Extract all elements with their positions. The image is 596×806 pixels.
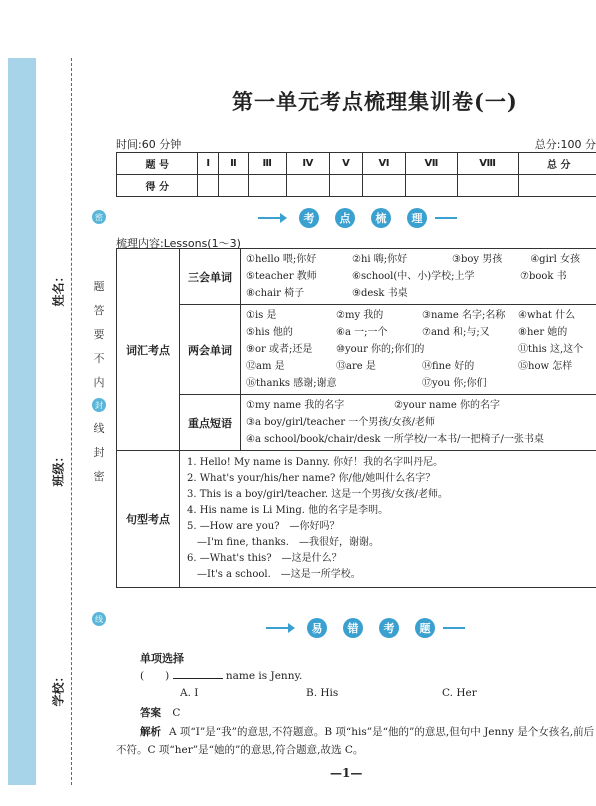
sentence-category: 句型考点	[117, 451, 180, 588]
sentence-line: 3. This is a boy/girl/teacher. 这是一个男孩/女孩/老师。	[187, 489, 449, 500]
word-item: ⑨desk 书桌	[352, 288, 408, 299]
page-title: 第一单元考点梳理集训卷(一)	[232, 89, 518, 114]
sentence-line: —I'm fine, thanks. —我很好，谢谢。	[187, 537, 379, 548]
option-a: A. I	[180, 687, 199, 699]
banner-arrow-icon	[288, 623, 295, 633]
score-header-cell: Ⅳ	[286, 153, 329, 175]
seal-dashed-line	[71, 58, 72, 785]
time-limit: 时间:60 分钟	[116, 138, 182, 151]
banner-arrow-icon	[280, 213, 287, 223]
seal-mark-feng: 封	[92, 398, 106, 412]
word-item: ⑤his 他的	[246, 327, 293, 338]
question-stem	[140, 668, 302, 683]
banner-line	[443, 627, 465, 629]
score-cell	[362, 175, 405, 197]
banner-line	[266, 627, 288, 629]
answer-paren: ( )	[140, 670, 170, 682]
score-cell	[406, 175, 458, 197]
phrase-item: ③a boy/girl/teacher 一个男孩/女孩/老师	[246, 417, 436, 428]
word-item: ②hi 嗨;你好	[352, 254, 408, 265]
seal-char: 封	[93, 446, 105, 459]
review-table	[116, 248, 596, 588]
answer-line	[140, 705, 180, 720]
answer-value: C	[172, 707, 181, 719]
class-field-label: 班级：	[51, 450, 66, 487]
seal-char: 答	[93, 304, 105, 317]
section-banner-mistakes	[266, 617, 465, 639]
word-item: ⑮how 怎样	[518, 361, 573, 372]
phrases-cell	[241, 395, 596, 451]
word-item: ②my 我的	[336, 310, 384, 321]
banner-char: 题	[415, 618, 435, 638]
word-item: ⑩your 你的;你们的	[336, 344, 425, 355]
banner-char: 考	[379, 618, 399, 638]
score-cell	[518, 175, 596, 197]
content-scope: 梳理内容:Lessons(1～3)	[116, 237, 241, 250]
seal-notice	[92, 210, 106, 626]
banner-char: 理	[407, 208, 427, 228]
word-item: ④what 什么	[518, 310, 576, 321]
score-cell	[248, 175, 286, 197]
score-header-cell: Ⅵ	[362, 153, 405, 175]
phrase-item: ④a school/book/chair/desk 一所学校/一本书/一把椅子/一张书桌	[246, 434, 544, 445]
question-section-title: 单项选择	[140, 652, 184, 665]
option-c: C. Her	[442, 687, 477, 699]
score-value-row	[117, 175, 596, 197]
score-header-cell: 题 号	[117, 153, 198, 175]
explanation-text: A 项“I”是“我”的意思,不符题意。B 项“his”是“他的”的意思,但句中 Jenny 是个女孩名,前后不符。C 项“her”是“她的”的意思,符合题意,故选 C。	[116, 726, 595, 756]
banner-line	[435, 217, 457, 219]
word-item: ⑦and 和;与;又	[422, 327, 490, 338]
seal-char: 密	[93, 470, 105, 483]
score-header-cell: Ⅱ	[219, 153, 248, 175]
word-item: ⑧her 她的	[518, 327, 568, 338]
seal-char: 题	[93, 280, 105, 293]
word-item: ⑯thanks 感谢;谢意	[246, 378, 337, 389]
score-header-cell: Ⅶ	[406, 153, 458, 175]
sentence-cell	[180, 451, 596, 588]
sentence-line: —It's a school. —这是一所学校。	[187, 569, 361, 580]
score-header-cell: 总 分	[518, 153, 596, 175]
sentence-line: 1. Hello! My name is Danny. 你好！我的名字叫丹尼。	[187, 457, 444, 468]
explanation-label: 解析	[140, 726, 161, 738]
banner-char: 错	[343, 618, 363, 638]
binding-strip	[8, 58, 36, 785]
score-header-cell: Ⅰ	[198, 153, 219, 175]
phrases-label: 重点短语	[180, 395, 241, 451]
word-item: ⑥a 一;一个	[336, 327, 388, 338]
three-words-cell	[241, 249, 596, 305]
score-cell	[198, 175, 219, 197]
score-header-cell: Ⅷ	[457, 153, 518, 175]
score-cell	[329, 175, 362, 197]
word-item: ①is 是	[246, 310, 277, 321]
score-cell	[219, 175, 248, 197]
banner-line	[258, 217, 280, 219]
score-table	[116, 152, 596, 197]
seal-mark-mi: 密	[92, 210, 106, 224]
section-banner-review	[258, 207, 457, 229]
word-item: ⑥school(中、小)学校;上学	[352, 271, 475, 282]
score-cell	[286, 175, 329, 197]
banner-char: 梳	[371, 208, 391, 228]
total-score: 总分:100 分	[534, 138, 596, 151]
word-item: ⑪this 这,这个	[518, 344, 584, 355]
sentence-line: 5. —How are you? —你好吗？	[187, 521, 340, 532]
word-item: ⑫am 是	[246, 361, 285, 372]
score-cell	[457, 175, 518, 197]
sentence-line: 2. What's your/his/her name? 你/他/她叫什么名字？	[187, 473, 436, 484]
banner-char: 考	[299, 208, 319, 228]
word-item: ⑬are 是	[336, 361, 376, 372]
three-words-label: 三会单词	[180, 249, 241, 305]
banner-char: 易	[307, 618, 327, 638]
seal-char: 线	[93, 422, 105, 435]
word-item: ⑰you 你;你们	[422, 378, 487, 389]
sentence-line: 4. His name is Li Ming. 他的名字是李明。	[187, 505, 389, 516]
word-item: ⑦book 书	[520, 271, 567, 282]
page-number: —1—	[330, 766, 363, 780]
word-item: ⑭fine 好的	[422, 361, 475, 372]
seal-mark-xian: 线	[92, 612, 106, 626]
sentence-line: 6. —What's this? —这是什么？	[187, 553, 342, 564]
score-header-row	[117, 153, 596, 175]
two-words-label: 两会单词	[180, 305, 241, 395]
word-item: ①hello 喂;你好	[246, 254, 317, 265]
word-item: ③name 名字;名称	[422, 310, 506, 321]
word-item: ④girl 女孩	[530, 254, 580, 265]
school-field-label: 学校：	[51, 670, 66, 707]
word-item: ⑧chair 椅子	[246, 288, 305, 299]
stem-text: name is Jenny.	[225, 670, 303, 682]
word-item	[452, 252, 594, 267]
phrase-item: ②your name 你的名字	[394, 400, 501, 411]
answer-label: 答案	[140, 707, 161, 719]
word-item: ⑨or 或者;还是	[246, 344, 313, 355]
word-item: ③boy 男孩	[452, 254, 503, 265]
seal-char: 内	[93, 376, 105, 389]
word-item: ⑤teacher 教师	[246, 271, 317, 282]
banner-char: 点	[335, 208, 355, 228]
fill-blank	[173, 678, 223, 679]
vocab-category: 词汇考点	[117, 249, 180, 451]
name-field-label: 姓名：	[51, 270, 66, 307]
score-header-cell: Ⅲ	[248, 153, 286, 175]
score-header-cell: Ⅴ	[329, 153, 362, 175]
seal-char: 不	[93, 352, 105, 365]
explanation	[116, 723, 596, 759]
seal-char: 要	[93, 328, 105, 341]
phrase-item: ①my name 我的名字	[246, 400, 345, 411]
option-b: B. His	[306, 687, 339, 699]
two-words-cell	[241, 305, 596, 395]
score-row-label: 得 分	[117, 175, 198, 197]
